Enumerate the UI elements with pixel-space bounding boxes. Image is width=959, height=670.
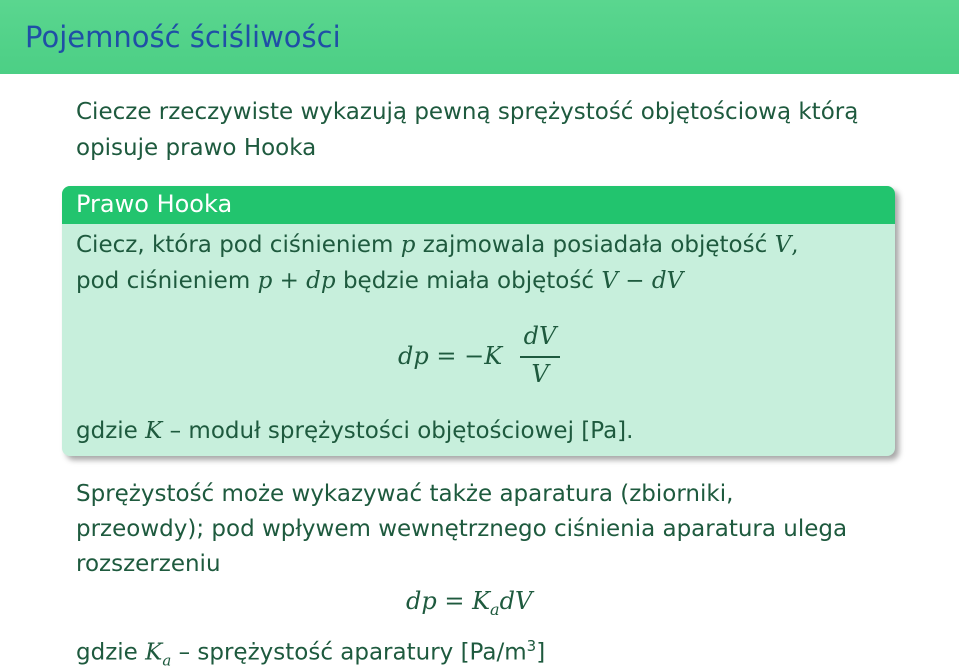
- block-line-2: [76, 268, 683, 294]
- fraction-bar: [520, 356, 560, 358]
- symbol-Ka-subscript: a: [162, 651, 172, 670]
- fraction-numerator: dV: [523, 322, 557, 350]
- where2-text-b: – sprężystość aparatury [Pa/m: [171, 639, 527, 666]
- block-line-2-text-b: będzie miała objętość: [335, 268, 602, 294]
- hooke-law-block: [62, 186, 895, 456]
- expr-V-minus-dV: V − dV: [601, 268, 684, 294]
- eq2-subscript: a: [490, 599, 500, 619]
- block-line-1-text-a: Ciecz, która pod ciśnieniem: [76, 232, 401, 258]
- intro-line-2: opisuje prawo Hooka: [76, 135, 317, 161]
- symbol-Ka: K: [145, 639, 163, 666]
- where-text-b: – moduł sprężystości objętościowej [Pa].: [162, 418, 634, 444]
- equation-left: dp = −K: [398, 342, 503, 370]
- after-where-line: [76, 637, 545, 669]
- symbol-V: V: [774, 232, 792, 258]
- block-line-1: [76, 232, 799, 258]
- eq2-text-b: dV: [499, 587, 533, 615]
- block-header: [62, 186, 895, 224]
- unit-superscript: 3: [526, 637, 537, 655]
- fraction-denominator: V: [531, 360, 549, 388]
- eq2-text-a: dp = K: [406, 587, 491, 615]
- after-line-3: rozszerzeniu: [76, 551, 221, 577]
- block-line-2-text-a: pod ciśnieniem: [76, 268, 258, 294]
- intro-line-1: Ciecze rzeczywiste wykazują pewną sprężystość objętościową którą: [76, 99, 859, 125]
- after-line-2: przeowdy); pod wpływem wewnętrznego ciśnienia aparatura ulega: [76, 516, 848, 542]
- where2-text-a: gdzie: [76, 639, 146, 666]
- equation-fraction: [520, 322, 560, 388]
- where-text-a: gdzie: [76, 418, 146, 444]
- after-line-1: Sprężystość może wykazywać także aparatura (zbiorniki,: [76, 481, 734, 507]
- slide-title: Pojemność ściśliwości: [25, 20, 341, 54]
- block-line-1-text-b: zajmowala posiadała objętość: [415, 232, 775, 258]
- expr-p-plus-dp: p + dp: [257, 268, 336, 294]
- block-where-line: [76, 418, 633, 444]
- block-line-1-comma: ,: [791, 232, 799, 258]
- symbol-K: K: [145, 418, 163, 444]
- equation-2: [406, 587, 532, 619]
- block-title: Prawo Hooka: [76, 190, 233, 218]
- symbol-p: p: [400, 232, 416, 258]
- where2-text-c: ]: [536, 639, 546, 666]
